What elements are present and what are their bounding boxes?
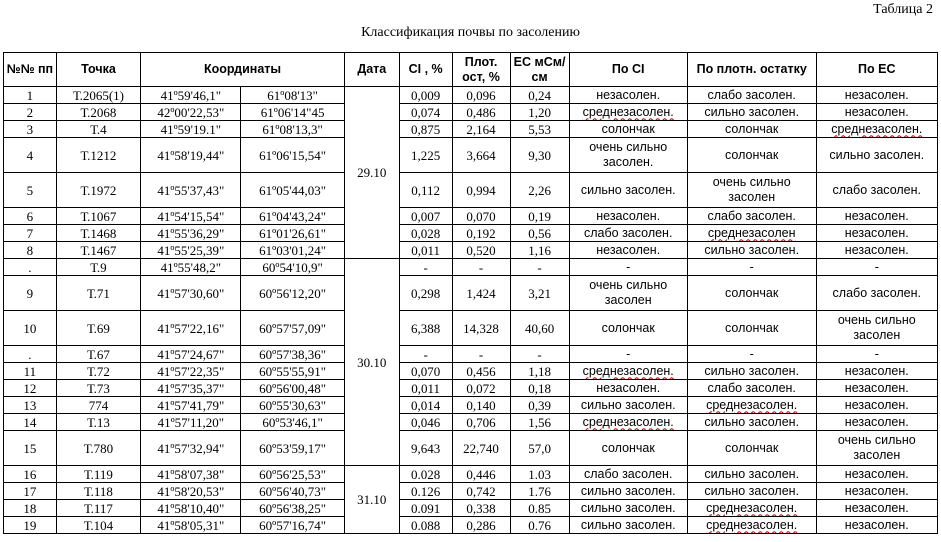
class-by-ec-cell: незасолен. (816, 208, 937, 225)
header-ec: EC мСм/см (510, 53, 569, 87)
ec-value-cell: 0.85 (510, 500, 569, 517)
density-value-cell: 0,446 (452, 466, 510, 483)
class-by-cl-cell: - (569, 259, 687, 276)
longitude-cell: 60º56'25,53" (241, 466, 344, 483)
class-by-ec-cell: незасолен. (816, 104, 937, 121)
latitude-cell: 41º54'15,54" (141, 208, 241, 225)
longitude-cell: 60º56'00,48" (241, 380, 344, 397)
longitude-cell: 60º53'46,1" (241, 414, 344, 431)
latitude-cell: 41º58'05,31" (141, 517, 241, 534)
table-row (4, 500, 938, 517)
class-by-density-cell: сильно засолен. (687, 242, 816, 259)
class-by-ec-cell: сильно засолен. (816, 138, 937, 173)
table-title: Классификация почвы по засолению (361, 25, 580, 40)
point-cell: Т.117 (56, 500, 140, 517)
ec-value-cell: 0,39 (510, 397, 569, 414)
longitude-cell: 61º05'44,03" (241, 173, 344, 208)
latitude-cell: 41º58'10,40" (141, 500, 241, 517)
density-value-cell: 22,740 (452, 431, 510, 466)
ec-value-cell: 57,0 (510, 431, 569, 466)
ec-value-cell: 0,19 (510, 208, 569, 225)
ec-value-cell: 1,20 (510, 104, 569, 121)
latitude-cell: 41º57'41,79" (141, 397, 241, 414)
row-number-cell: 6 (4, 208, 57, 225)
class-by-ec-cell: незасолен. (816, 397, 937, 414)
row-number-cell: 17 (4, 483, 57, 500)
point-cell: Т.1468 (56, 225, 140, 242)
class-by-density-cell: - (687, 259, 816, 276)
class-by-cl-cell: незасолен. (569, 242, 687, 259)
ec-value-cell: 3,21 (510, 276, 569, 311)
density-value-cell: 3,664 (452, 138, 510, 173)
longitude-cell: 61º04'43,24" (241, 208, 344, 225)
header-point: Точка (56, 53, 140, 87)
table-row (4, 138, 938, 173)
class-by-ec-cell: незасолен. (816, 414, 937, 431)
point-cell: Т.9 (56, 259, 140, 276)
density-value-cell: 0,706 (452, 414, 510, 431)
table-row (4, 380, 938, 397)
row-number-cell: 1 (4, 87, 57, 104)
class-by-ec-cell: незасолен. (816, 225, 937, 242)
density-value-cell: 0,520 (452, 242, 510, 259)
row-number-cell: . (4, 259, 57, 276)
class-by-density-cell: сильно засолен. (687, 363, 816, 380)
classification-text: среднезасолен. (706, 397, 798, 412)
table-row (4, 397, 938, 414)
cl-value-cell: 0,070 (399, 363, 452, 380)
class-by-cl-cell: солончак (569, 431, 687, 466)
class-by-density-cell: солончак (687, 138, 816, 173)
ec-value-cell: 1.76 (510, 483, 569, 500)
longitude-cell: 61º01'26,61" (241, 225, 344, 242)
latitude-cell: 41º57'11,20" (141, 414, 241, 431)
cl-value-cell: 0,011 (399, 380, 452, 397)
cl-value-cell: 0,007 (399, 208, 452, 225)
date-cell: 30.10 (344, 259, 399, 466)
class-by-ec-cell: незасолен. (816, 380, 937, 397)
density-value-cell: 0,192 (452, 225, 510, 242)
ec-value-cell: - (510, 259, 569, 276)
salinity-table (3, 52, 938, 534)
header-by-ec: По EC (816, 53, 937, 87)
longitude-cell: 61º03'01,24" (241, 242, 344, 259)
class-by-ec-cell (816, 121, 937, 138)
class-by-density-cell: солончак (687, 311, 816, 346)
class-by-cl-cell: солончак (569, 121, 687, 138)
density-value-cell: 0,140 (452, 397, 510, 414)
row-number-cell: 5 (4, 173, 57, 208)
density-value-cell: 2,164 (452, 121, 510, 138)
class-by-cl-cell: солончак (569, 311, 687, 346)
class-by-ec-cell: очень сильно засолен (816, 311, 937, 346)
latitude-cell: 41º57'35,37" (141, 380, 241, 397)
cl-value-cell: 0,014 (399, 397, 452, 414)
density-value-cell: 0,742 (452, 483, 510, 500)
cl-value-cell: 0,875 (399, 121, 452, 138)
table-row (4, 259, 938, 276)
class-by-density-cell: сильно засолен. (687, 104, 816, 121)
ec-value-cell: 1,18 (510, 363, 569, 380)
cl-value-cell: 0.091 (399, 500, 452, 517)
row-number-cell: 11 (4, 363, 57, 380)
class-by-density-cell: слабо засолен. (687, 87, 816, 104)
density-value-cell: 0,096 (452, 87, 510, 104)
table-row (4, 466, 938, 483)
class-by-density-cell: солончак (687, 121, 816, 138)
table-row (4, 414, 938, 431)
point-cell: Т.71 (56, 276, 140, 311)
cl-value-cell: 0,074 (399, 104, 452, 121)
date-cell: 29.10 (344, 87, 399, 259)
cl-value-cell: 0.028 (399, 466, 452, 483)
class-by-cl-cell: сильно засолен. (569, 517, 687, 534)
class-by-density-cell (687, 500, 816, 517)
point-cell: Т.4 (56, 121, 140, 138)
table-row (4, 517, 938, 534)
class-by-ec-cell: - (816, 346, 937, 363)
class-by-ec-cell: незасолен. (816, 87, 937, 104)
longitude-cell: 61º08'13" (241, 87, 344, 104)
class-by-cl-cell: очень сильно засолен (569, 276, 687, 311)
point-cell: 774 (56, 397, 140, 414)
table-row (4, 173, 938, 208)
cl-value-cell: 0,298 (399, 276, 452, 311)
ec-value-cell: 0,18 (510, 380, 569, 397)
longitude-cell: 60º57'38,36" (241, 346, 344, 363)
row-number-cell: 2 (4, 104, 57, 121)
class-by-cl-cell: слабо засолен. (569, 225, 687, 242)
point-cell: Т.1972 (56, 173, 140, 208)
cl-value-cell: 0,011 (399, 242, 452, 259)
class-by-cl-cell (569, 363, 687, 380)
point-cell: Т.780 (56, 431, 140, 466)
class-by-cl-cell: сильно засолен. (569, 483, 687, 500)
latitude-cell: 41º58'19,44" (141, 138, 241, 173)
class-by-density-cell: очень сильно засолен (687, 173, 816, 208)
ec-value-cell: 0.76 (510, 517, 569, 534)
point-cell: Т.1212 (56, 138, 140, 173)
latitude-cell: 41º59'19.1" (141, 121, 241, 138)
density-value-cell: 0,456 (452, 363, 510, 380)
class-by-cl-cell: незасолен. (569, 87, 687, 104)
cl-value-cell: 0.088 (399, 517, 452, 534)
class-by-cl-cell (569, 104, 687, 121)
classification-text: среднезасолен. (582, 104, 674, 119)
ec-value-cell: 0,56 (510, 225, 569, 242)
class-by-density-cell: солончак (687, 276, 816, 311)
table-row (4, 104, 938, 121)
row-number-cell: 15 (4, 431, 57, 466)
classification-text: среднезасолен. (582, 414, 674, 429)
cl-value-cell: 0,112 (399, 173, 452, 208)
longitude-cell: 60º56'12,20" (241, 276, 344, 311)
cl-value-cell: - (399, 346, 452, 363)
table-row (4, 276, 938, 311)
class-by-ec-cell: незасолен. (816, 363, 937, 380)
table-row (4, 225, 938, 242)
point-cell: Т.1467 (56, 242, 140, 259)
latitude-cell: 41º58'20,53" (141, 483, 241, 500)
class-by-density-cell: сильно засолен. (687, 483, 816, 500)
point-cell: Т.72 (56, 363, 140, 380)
point-cell: Т.13 (56, 414, 140, 431)
longitude-cell: 60º54'10,9" (241, 259, 344, 276)
longitude-cell: 60º57'57,09" (241, 311, 344, 346)
longitude-cell: 60º56'40,73" (241, 483, 344, 500)
longitude-cell: 61º06'15,54" (241, 138, 344, 173)
cl-value-cell: 0,028 (399, 225, 452, 242)
longitude-cell: 60º55'30,63" (241, 397, 344, 414)
ec-value-cell: 1,16 (510, 242, 569, 259)
date-cell: 31.10 (344, 466, 399, 534)
class-by-ec-cell: слабо засолен. (816, 276, 937, 311)
table-row (4, 242, 938, 259)
point-cell: Т.69 (56, 311, 140, 346)
table-body (4, 87, 938, 534)
cl-value-cell: 0,046 (399, 414, 452, 431)
header-by-dens: По плотн. остатку (687, 53, 816, 87)
row-number-cell: . (4, 346, 57, 363)
classification-text: среднезасолен. (706, 517, 798, 532)
header-cl: CI , % (399, 53, 452, 87)
table-row (4, 87, 938, 104)
class-by-cl-cell: сильно засолен. (569, 397, 687, 414)
row-number-cell: 19 (4, 517, 57, 534)
point-cell: Т.104 (56, 517, 140, 534)
class-by-density-cell: - (687, 346, 816, 363)
header-coords: Координаты (141, 53, 345, 87)
longitude-cell: 60º55'55,91" (241, 363, 344, 380)
row-number-cell: 14 (4, 414, 57, 431)
density-value-cell: - (452, 346, 510, 363)
row-number-cell: 10 (4, 311, 57, 346)
class-by-cl-cell: - (569, 346, 687, 363)
density-value-cell: - (452, 259, 510, 276)
class-by-ec-cell: незасолен. (816, 242, 937, 259)
longitude-cell: 61º08'13,3" (241, 121, 344, 138)
class-by-density-cell: солончак (687, 431, 816, 466)
class-by-ec-cell: очень сильно засолен (816, 431, 937, 466)
point-cell: Т.2065(1) (56, 87, 140, 104)
class-by-cl-cell: слабо засолен. (569, 466, 687, 483)
latitude-cell: 41º55'36,29" (141, 225, 241, 242)
cl-value-cell: 6,388 (399, 311, 452, 346)
latitude-cell: 41º58'07,38" (141, 466, 241, 483)
class-by-ec-cell: незасолен. (816, 466, 937, 483)
point-cell: Т.2068 (56, 104, 140, 121)
row-number-cell: 12 (4, 380, 57, 397)
class-by-density-cell (687, 517, 816, 534)
latitude-cell: 41º55'37,43" (141, 173, 241, 208)
header-by-cl: По CI (569, 53, 687, 87)
class-by-cl-cell (569, 414, 687, 431)
class-by-density-cell (687, 397, 816, 414)
class-by-ec-cell: - (816, 259, 937, 276)
latitude-cell: 41º57'22,35" (141, 363, 241, 380)
row-number-cell: 9 (4, 276, 57, 311)
table-row (4, 431, 938, 466)
class-by-ec-cell: незасолен. (816, 483, 937, 500)
table-row (4, 346, 938, 363)
class-by-cl-cell: незасолен. (569, 208, 687, 225)
class-by-density-cell (687, 225, 816, 242)
ec-value-cell: 1,56 (510, 414, 569, 431)
point-cell: Т.118 (56, 483, 140, 500)
table-number: Таблица 2 (873, 2, 933, 17)
latitude-cell: 41º57'30,60" (141, 276, 241, 311)
density-value-cell: 0,070 (452, 208, 510, 225)
latitude-cell: 41º57'22,16" (141, 311, 241, 346)
class-by-ec-cell: незасолен. (816, 500, 937, 517)
table-row (4, 311, 938, 346)
class-by-density-cell: слабо засолен. (687, 380, 816, 397)
point-cell: Т.1067 (56, 208, 140, 225)
latitude-cell: 41º55'48,2" (141, 259, 241, 276)
density-value-cell: 0,994 (452, 173, 510, 208)
density-value-cell: 0,072 (452, 380, 510, 397)
row-number-cell: 13 (4, 397, 57, 414)
class-by-cl-cell: сильно засолен. (569, 500, 687, 517)
point-cell: Т.67 (56, 346, 140, 363)
cl-value-cell: 9,643 (399, 431, 452, 466)
latitude-cell: 41º57'32,94" (141, 431, 241, 466)
ec-value-cell: 5,53 (510, 121, 569, 138)
longitude-cell: 60º56'38,25" (241, 500, 344, 517)
table-row (4, 483, 938, 500)
cl-value-cell: 1,225 (399, 138, 452, 173)
density-value-cell: 1,424 (452, 276, 510, 311)
header-date: Дата (344, 53, 399, 87)
density-value-cell: 14,328 (452, 311, 510, 346)
table-row (4, 208, 938, 225)
cl-value-cell: 0.126 (399, 483, 452, 500)
row-number-cell: 7 (4, 225, 57, 242)
class-by-ec-cell: слабо засолен. (816, 173, 937, 208)
latitude-cell: 41º59'46,1" (141, 87, 241, 104)
density-value-cell: 0,338 (452, 500, 510, 517)
header-dens: Плот. ост, % (452, 53, 510, 87)
classification-text: среднезасолен. (706, 500, 798, 515)
classification-text: среднезасолен (707, 225, 796, 240)
longitude-cell: 61º06'14"45 (241, 104, 344, 121)
longitude-cell: 60º53'59,17" (241, 431, 344, 466)
point-cell: Т.73 (56, 380, 140, 397)
class-by-density-cell: сильно засолен. (687, 414, 816, 431)
latitude-cell: 41º55'25,39" (141, 242, 241, 259)
ec-value-cell: 1.03 (510, 466, 569, 483)
class-by-density-cell: сильно засолен. (687, 466, 816, 483)
density-value-cell: 0,486 (452, 104, 510, 121)
class-by-cl-cell: сильно засолен. (569, 173, 687, 208)
table-row (4, 121, 938, 138)
row-number-cell: 8 (4, 242, 57, 259)
class-by-cl-cell: очень сильно засолен. (569, 138, 687, 173)
point-cell: Т.119 (56, 466, 140, 483)
row-number-cell: 4 (4, 138, 57, 173)
ec-value-cell: 9,30 (510, 138, 569, 173)
ec-value-cell: 2,26 (510, 173, 569, 208)
cl-value-cell: 0,009 (399, 87, 452, 104)
header-num: №№ пп (4, 53, 57, 87)
row-number-cell: 16 (4, 466, 57, 483)
classification-text: среднезасолен. (831, 121, 923, 136)
latitude-cell: 41º57'24,67" (141, 346, 241, 363)
classification-text: среднезасолен. (582, 363, 674, 378)
latitude-cell: 42º00'22,53" (141, 104, 241, 121)
row-number-cell: 3 (4, 121, 57, 138)
cl-value-cell: - (399, 259, 452, 276)
class-by-cl-cell: незасолен. (569, 380, 687, 397)
density-value-cell: 0,286 (452, 517, 510, 534)
ec-value-cell: - (510, 346, 569, 363)
ec-value-cell: 40,60 (510, 311, 569, 346)
row-number-cell: 18 (4, 500, 57, 517)
class-by-ec-cell: незасолен. (816, 517, 937, 534)
class-by-density-cell: слабо засолен. (687, 208, 816, 225)
table-row (4, 363, 938, 380)
ec-value-cell: 0,24 (510, 87, 569, 104)
longitude-cell: 60º57'16,74" (241, 517, 344, 534)
